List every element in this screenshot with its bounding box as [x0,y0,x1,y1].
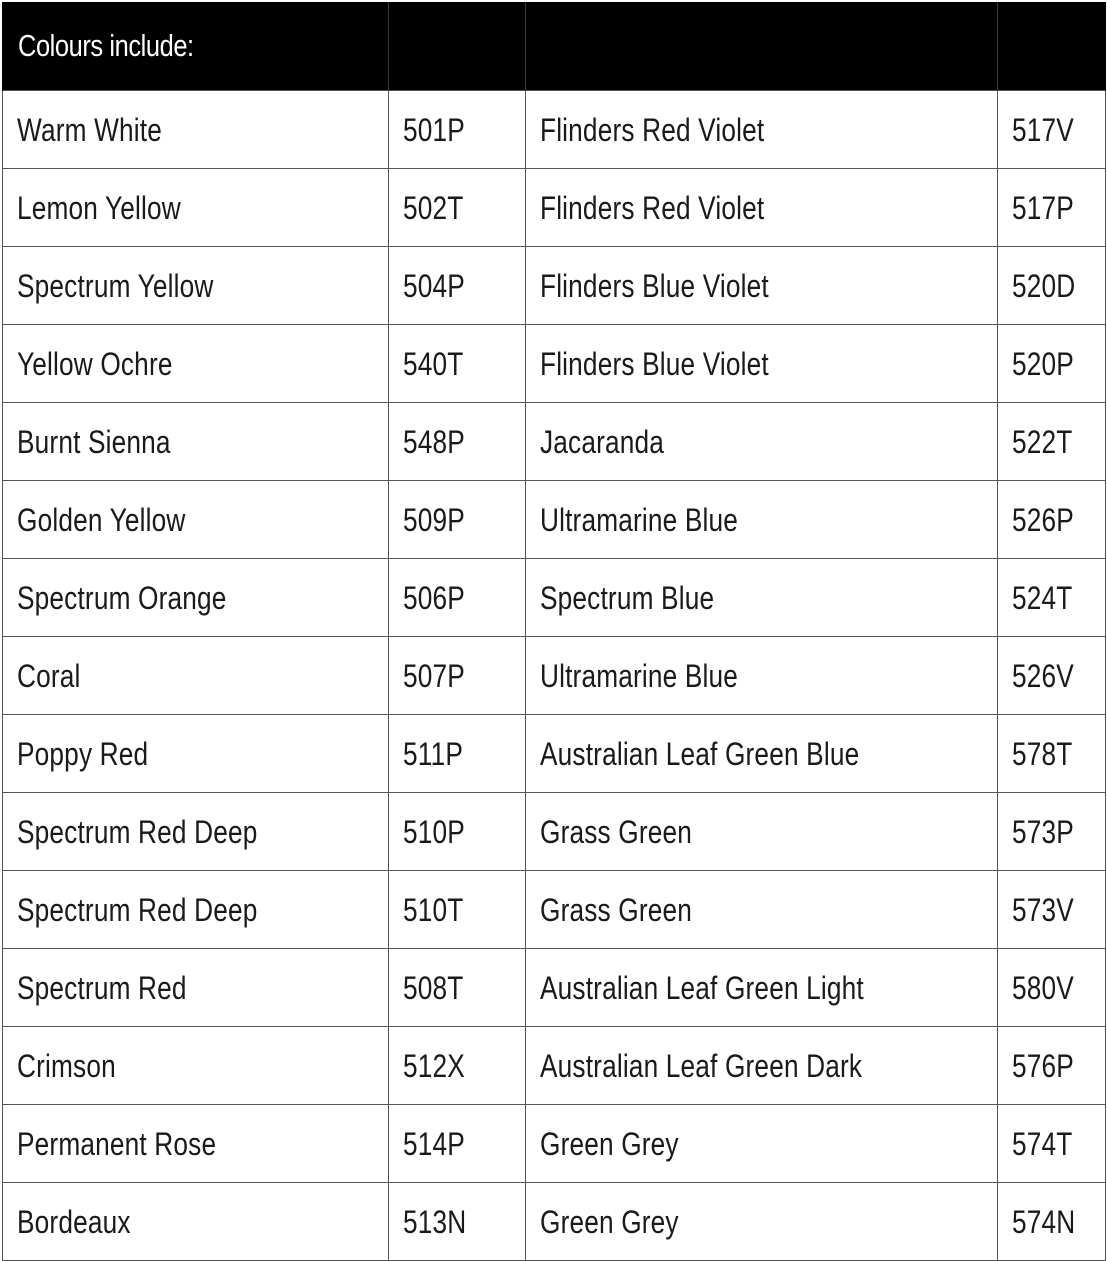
colour-name-cell: Spectrum Orange [3,559,389,637]
colour-code-cell: 524T [998,559,1106,637]
colour-code-cell: 504P [389,247,526,325]
colour-code-cell: 573V [998,871,1106,949]
colour-code-cell: 526V [998,637,1106,715]
colour-name-cell: Ultramarine Blue [526,637,998,715]
table-row [3,481,1106,559]
table-row [3,871,1106,949]
colour-name-cell: Poppy Red [3,715,389,793]
colour-code-cell: 522T [998,403,1106,481]
colour-name-cell: Australian Leaf Green Light [526,949,998,1027]
colour-code-cell: 576P [998,1027,1106,1105]
table-row [3,637,1106,715]
colour-name-cell: Lemon Yellow [3,169,389,247]
colour-name-cell: Warm White [3,91,389,169]
table-header [3,2,1106,91]
colour-code-cell: 578T [998,715,1106,793]
colour-name-cell: Spectrum Red Deep [3,871,389,949]
colour-name-cell: Ultramarine Blue [526,481,998,559]
colour-name-cell: Burnt Sienna [3,403,389,481]
table-row [3,169,1106,247]
colour-name-cell: Australian Leaf Green Blue [526,715,998,793]
colour-name-cell: Spectrum Yellow [3,247,389,325]
colour-code-cell: 514P [389,1105,526,1183]
colour-name-cell: Golden Yellow [3,481,389,559]
colour-name-cell: Coral [3,637,389,715]
colour-name-cell: Flinders Blue Violet [526,247,998,325]
colour-name-cell: Flinders Blue Violet [526,325,998,403]
colour-code-cell: 510T [389,871,526,949]
colour-code-cell: 517P [998,169,1106,247]
colour-code-cell: 520D [998,247,1106,325]
table-row [3,1027,1106,1105]
table-row [3,949,1106,1027]
table-row [3,403,1106,481]
colour-code-cell: 501P [389,91,526,169]
colour-name-cell: Green Grey [526,1105,998,1183]
table-row [3,91,1106,169]
table-row [3,325,1106,403]
colour-code-cell: 574N [998,1183,1106,1261]
header-cell-empty [389,2,526,91]
colour-name-cell: Grass Green [526,793,998,871]
colour-table [2,2,1106,1261]
table-row [3,1183,1106,1261]
colour-name-cell: Australian Leaf Green Dark [526,1027,998,1105]
colour-code-cell: 520P [998,325,1106,403]
colour-code-cell: 506P [389,559,526,637]
colour-name-cell: Spectrum Red Deep [3,793,389,871]
header-cell-empty [526,2,998,91]
colour-code-cell: 502T [389,169,526,247]
header-cell-colours-include [3,2,389,91]
colour-name-cell: Green Grey [526,1183,998,1261]
colour-code-cell: 580V [998,949,1106,1027]
colour-name-cell: Spectrum Red [3,949,389,1027]
table-body [3,91,1106,1261]
colour-code-cell: 508T [389,949,526,1027]
colour-code-cell: 517V [998,91,1106,169]
header-label: Colours include: [18,28,194,63]
colour-name-cell: Crimson [3,1027,389,1105]
colour-name-cell: Spectrum Blue [526,559,998,637]
table-row [3,559,1106,637]
colour-code-cell: 526P [998,481,1106,559]
colour-code-cell: 573P [998,793,1106,871]
table-row [3,1105,1106,1183]
colour-code-cell: 540T [389,325,526,403]
colour-name-cell: Yellow Ochre [3,325,389,403]
colour-code-cell: 574T [998,1105,1106,1183]
colour-code-cell: 507P [389,637,526,715]
colour-code-cell: 510P [389,793,526,871]
table-row [3,793,1106,871]
table-row [3,715,1106,793]
colour-name-cell: Jacaranda [526,403,998,481]
header-cell-empty [998,2,1106,91]
colour-code-cell: 511P [389,715,526,793]
colour-name-cell: Flinders Red Violet [526,169,998,247]
colour-code-cell: 512X [389,1027,526,1105]
colour-name-cell: Flinders Red Violet [526,91,998,169]
colour-name-cell: Bordeaux [3,1183,389,1261]
table-row [3,247,1106,325]
header-row [3,2,1106,91]
colour-name-cell: Permanent Rose [3,1105,389,1183]
colour-code-cell: 548P [389,403,526,481]
colour-code-cell: 509P [389,481,526,559]
colour-name-cell: Grass Green [526,871,998,949]
colour-code-cell: 513N [389,1183,526,1261]
